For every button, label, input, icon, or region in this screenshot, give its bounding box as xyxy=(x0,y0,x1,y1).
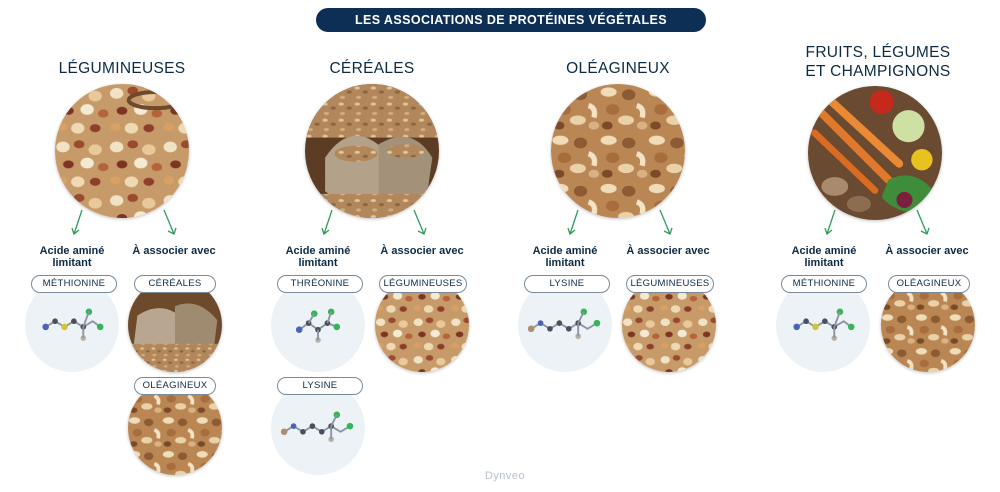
amino-acid-pill: LYSINE xyxy=(524,275,610,293)
cereales-image xyxy=(305,84,439,218)
associate-with-label: À associer avec xyxy=(885,245,969,257)
column-title-line: FRUITS, LÉGUMES xyxy=(805,44,951,61)
partner-pill: OLÉAGINEUX xyxy=(888,275,970,293)
column-title-line: ET CHAMPIGNONS xyxy=(805,63,951,80)
limiting-amino-label: Acide aminé limitant xyxy=(39,245,105,269)
amino-acid-pill: MÉTHIONINE xyxy=(31,275,117,293)
arrow-right-icon xyxy=(909,208,939,238)
arrow-left-icon xyxy=(316,208,346,238)
partner-pill: LÉGUMINEUSES xyxy=(626,275,714,293)
limiting-amino-label: Acide aminé limitant xyxy=(791,245,857,269)
legumineuses-image xyxy=(55,84,189,218)
partner-pill: LÉGUMINEUSES xyxy=(379,275,467,293)
partner-oleagineux-image xyxy=(128,381,222,475)
amino-acid-pill: LYSINE xyxy=(277,377,363,395)
associate-with-label: À associer avec xyxy=(380,245,464,257)
associate-with-label: À associer avec xyxy=(132,245,216,257)
oleagineux-image xyxy=(551,84,685,218)
fruits-legumes-image xyxy=(808,86,942,220)
molecule-illustration xyxy=(271,381,365,475)
column-title-fruits-legumes xyxy=(778,43,978,81)
limiting-amino-label: Acide aminé limitant xyxy=(532,245,598,269)
amino-acid-pill: THRÉONINE xyxy=(277,275,363,293)
arrow-right-icon xyxy=(156,208,186,238)
partner-pill: OLÉAGINEUX xyxy=(134,377,216,395)
partner-pill: CÉRÉALES xyxy=(134,275,216,293)
arrow-left-icon xyxy=(66,208,96,238)
associate-with-label: À associer avec xyxy=(626,245,710,257)
brand-logo: Dynveo xyxy=(484,470,526,482)
page-banner: LES ASSOCIATIONS DE PROTÉINES VÉGÉTALES xyxy=(316,8,706,32)
column-title-oleagineux: OLÉAGINEUX xyxy=(566,60,670,77)
column-title-legumineuses: LÉGUMINEUSES xyxy=(58,60,186,77)
arrow-left-icon xyxy=(562,208,592,238)
arrow-right-icon xyxy=(406,208,436,238)
arrow-left-icon xyxy=(819,208,849,238)
amino-acid-pill: MÉTHIONINE xyxy=(781,275,867,293)
column-title-cereales: CÉRÉALES xyxy=(329,60,415,77)
limiting-amino-label: Acide aminé limitant xyxy=(285,245,351,269)
arrow-right-icon xyxy=(652,208,682,238)
